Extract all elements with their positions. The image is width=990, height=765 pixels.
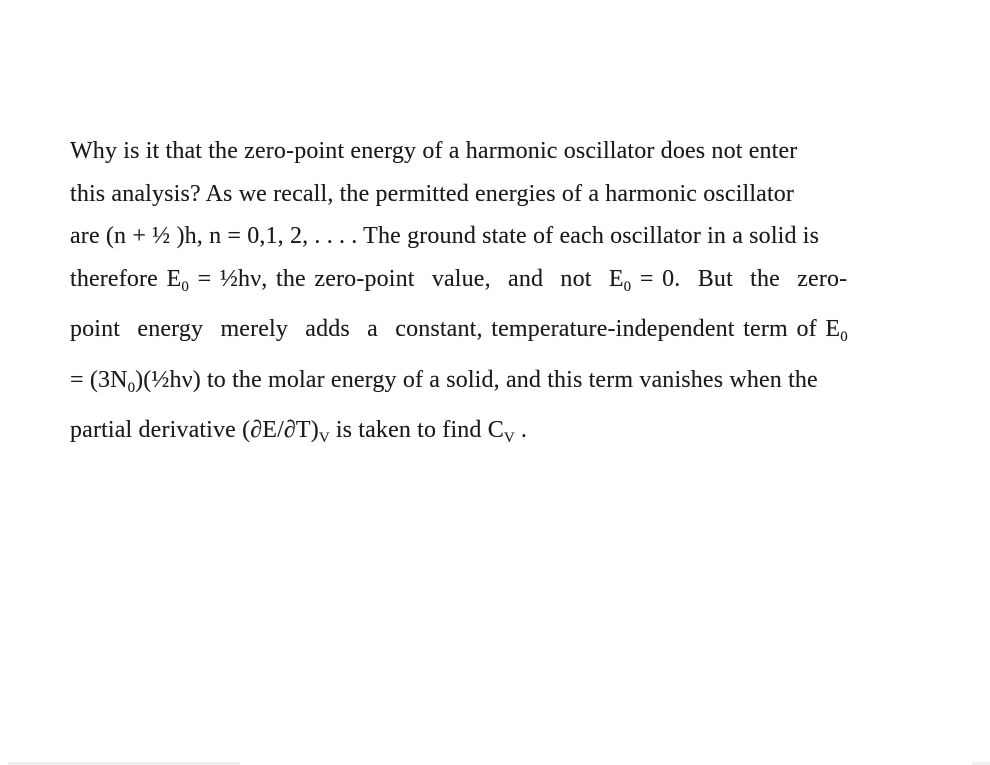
line-text: Why is it that the zero-point energy of a harmonic oscillator does not enter	[70, 138, 798, 164]
line-text: this analysis? As we recall, the permitted energies of a harmonic oscillator	[70, 180, 795, 207]
subscript-text: 0	[127, 379, 136, 396]
subscript-text: V	[503, 430, 515, 446]
line-text: is taken to find C	[329, 417, 504, 443]
subscript-text: 0	[840, 329, 848, 345]
subscript-text: 0	[181, 278, 189, 295]
line-text: therefore E	[70, 265, 182, 292]
paragraph-line	[70, 308, 950, 359]
line-text: )(½hν) to the molar energy of a solid, and this term vanishes when the	[135, 366, 818, 393]
line-text: point energy merely adds a constant, temperature-independent term of E	[70, 316, 841, 342]
paragraph-line	[70, 130, 950, 173]
subscript-text: 0	[623, 278, 632, 295]
line-text: = 0. But the zero-	[631, 265, 848, 292]
line-text: = ½hν, the zero-point value, and not E	[188, 265, 624, 292]
physics-paragraph	[70, 130, 950, 460]
line-text: partial derivative (∂E/∂T)	[70, 417, 319, 443]
line-text: .	[514, 417, 528, 443]
paragraph-line	[70, 173, 950, 216]
paragraph-line	[70, 258, 950, 309]
paragraph-line	[70, 359, 950, 410]
paragraph-line	[70, 409, 950, 460]
line-text: = (3N	[70, 366, 128, 393]
line-text: are (n + ½ )h, n = 0,1, 2, . . . . The ground state of each oscillator in a solid is	[70, 223, 820, 249]
paragraph-line	[70, 215, 950, 258]
subscript-text: V	[318, 430, 330, 446]
